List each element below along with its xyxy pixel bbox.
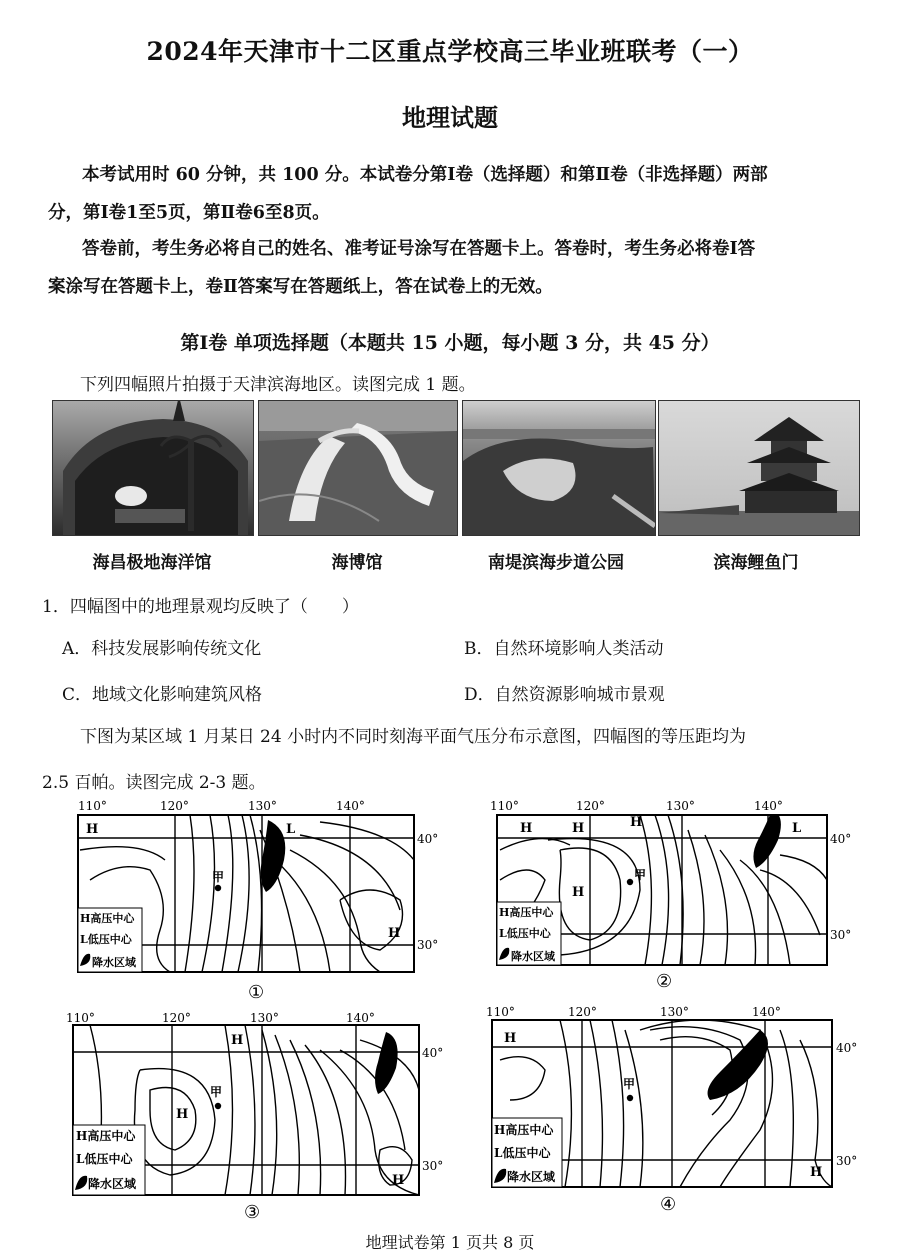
question1-option-d: D．自然资源影响城市景观 [464,685,665,705]
exam-title: 2024年天津市十二区重点学校高三毕业班联考（一） [146,37,754,66]
map4-lon-140: 140° [752,1005,781,1019]
photo-caption-1: 海昌极地海洋馆 [92,553,212,573]
map4-legend-h: H高压中心 [494,1123,554,1137]
map3-legend-h: H高压中心 [76,1129,136,1143]
map4-lon-120: 120° [568,1005,597,1019]
map4-point-jia: 甲 [623,1077,636,1091]
map2-lon-130: 130° [666,799,695,813]
photo-caption-2: 海博馆 [331,553,383,573]
question2-3-intro-line2: 2.5 百帕。读图完成 2-3 题。 [42,773,266,793]
map3-lat-30: 30° [422,1159,444,1173]
map1-lat-30: 30° [417,938,439,952]
question1-option-c: C．地域文化影响建筑风格 [62,685,263,705]
map1-lon-140: 140° [336,799,365,813]
pressure-map-3 [66,1011,443,1223]
map3-lon-120: 120° [162,1011,191,1025]
map2-legend-h: H高压中心 [499,906,554,919]
photo-caption-3: 南堤滨海步道公园 [488,553,624,573]
map2-lat-40: 40° [830,832,852,846]
section-heading: 第Ⅰ卷 单项选择题（本题共 15 小题，每小题 3 分，共 45 分） [180,332,720,354]
map4-lon-110: 110° [486,1005,515,1019]
pressure-map-4 [486,1005,857,1215]
map1-legend-l: L低压中心 [80,933,132,946]
map3-lon-110: 110° [66,1011,95,1025]
map1-legend-rain: 降水区域 [92,956,136,969]
map1-high-label-2: H [388,926,401,941]
map1-legend-h: H高压中心 [80,912,135,925]
map2-lon-110: 110° [490,799,519,813]
question1-intro: 下列四幅照片拍摄于天津滨海地区。读图完成 1 题。 [80,375,476,395]
map1-lon-130: 130° [248,799,277,813]
map2-high-label-2: H [572,821,585,836]
map3-number: ③ [244,1202,261,1223]
map3-point-jia: 甲 [210,1085,223,1099]
map1-high-label: H [86,822,99,837]
instruction-line-1: 本考试用时 60 分钟，共 100 分。本试卷分第Ⅰ卷（选择题）和第Ⅱ卷（非选择题）两部 [82,165,768,185]
map3-high-label-1: H [231,1033,244,1048]
photo-caption-4: 滨海鲤鱼门 [713,553,799,573]
map3-lat-40: 40° [422,1046,444,1060]
map2-number: ② [656,971,673,992]
map4-lat-40: 40° [836,1041,858,1055]
pressure-map-2 [490,799,851,992]
map4-high-label-1: H [504,1031,517,1046]
map4-legend-rain: 降水区域 [507,1170,556,1184]
page-footer: 地理试卷第 1 页共 8 页 [365,1233,535,1252]
exam-subtitle: 地理试题 [402,103,498,132]
map3-high-label-3: H [392,1173,405,1188]
map1-lon-110: 110° [78,799,107,813]
map2-low-label: L [792,821,802,836]
map4-number: ④ [660,1194,677,1215]
question1-stem: 1．四幅图中的地理景观均反映了（ ） [42,597,359,617]
map3-legend-l: L低压中心 [76,1152,133,1166]
map2-high-label-4: H [572,885,585,900]
map2-point-jia: 甲 [634,868,647,882]
question1-option-b: B．自然环境影响人类活动 [464,639,664,659]
map4-legend-l: L低压中心 [494,1146,551,1160]
map1-point-jia: 甲 [212,870,225,884]
instruction-line-4: 案涂写在答题卡上，卷Ⅱ答案写在答题纸上，答在试卷上的无效。 [48,277,553,297]
pressure-map-1 [78,799,438,1003]
map3-high-label-2: H [176,1107,189,1122]
map3-lon-130: 130° [250,1011,279,1025]
map1-lat-40: 40° [417,832,439,846]
map1-low-label: L [286,822,296,837]
map3-legend-rain: 降水区域 [88,1177,137,1191]
map2-legend-l: L低压中心 [499,927,551,940]
map2-high-label-3: H [630,815,643,830]
map3-lon-140: 140° [346,1011,375,1025]
map2-lon-140: 140° [754,799,783,813]
map2-lat-30: 30° [830,928,852,942]
instruction-line-3: 答卷前，考生务必将自己的姓名、准考证号涂写在答题卡上。答卷时，考生务必将卷Ⅰ答 [82,239,756,259]
map1-number: ① [248,982,265,1003]
map4-high-label-2: H [810,1165,823,1180]
map2-legend-rain: 降水区域 [511,950,555,963]
map4-lon-130: 130° [660,1005,689,1019]
map2-high-label-1: H [520,821,533,836]
map1-lon-120: 120° [160,799,189,813]
question2-3-intro-line1: 下图为某区域 1 月某日 24 小时内不同时刻海平面气压分布示意图，四幅图的等压距均为 [80,727,747,747]
map4-lat-30: 30° [836,1154,858,1168]
instruction-line-2: 分，第Ⅰ卷1至5页，第Ⅱ卷6至8页。 [48,203,330,223]
question1-option-a: A．科技发展影响传统文化 [62,639,262,659]
map2-lon-120: 120° [576,799,605,813]
